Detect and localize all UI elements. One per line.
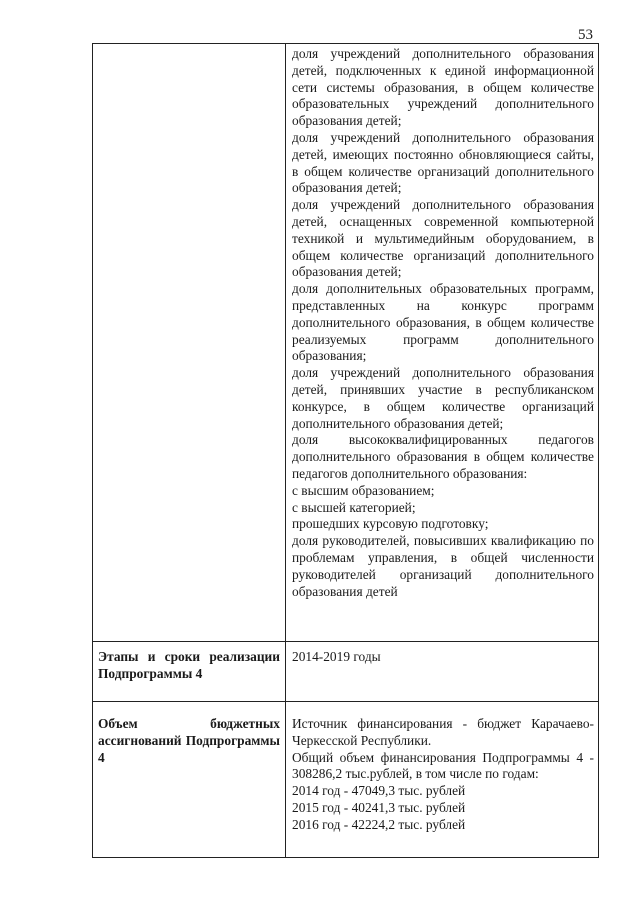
indicator-item: прошедших курсовую подготовку;	[292, 516, 489, 532]
table-row-budget	[93, 702, 599, 858]
program-passport-table	[92, 43, 599, 858]
budget-label: Объем бюджетных ассигнований Подпрограммы 4	[93, 702, 286, 858]
indicators-value-cell	[286, 44, 599, 642]
indicator-item: доля учреждений дополнительного образования детей, подключенных к единой информационной сети системы образования, в общем количестве образовательных учреждений дополнительного образования детей;	[292, 46, 594, 129]
budget-year-2014: 2014 год - 47049,3 тыс. рублей	[292, 783, 466, 799]
indicator-item: доля руководителей, повысивших квалификацию по проблемам управления, в общей численности руководителей организаций дополнительного образования детей	[292, 533, 594, 599]
indicator-item: с высшей категорией;	[292, 499, 416, 515]
stages-label: Этапы и сроки реализации Подпрограммы 4	[93, 642, 286, 702]
indicator-item: доля учреждений дополнительного образования детей, принявших участие в республиканском конкурсе, в общем количестве организаций дополнительного образования детей;	[292, 365, 594, 431]
table-row-stages	[93, 642, 599, 702]
budget-source: Источник финансирования - бюджет Карачаево-Черкесской Республики.	[292, 716, 594, 748]
budget-total: Общий объем финансирования Подпрограммы 4 - 308286,2 тыс.рублей, в том числе по годам:	[292, 749, 594, 782]
budget-year-2016: 2016 год - 42224,2 тыс. рублей	[292, 816, 466, 832]
budget-year-2015: 2015 год - 40241,3 тыс. рублей	[292, 799, 466, 815]
stages-text: 2014-2019 годы	[292, 649, 381, 664]
indicator-item: доля учреждений дополнительного образования детей, имеющих постоянно обновляющиеся сайты, в общем количестве организаций дополнительного образования детей;	[292, 129, 594, 196]
indicator-item: доля высококвалифицированных педагогов дополнительного образования в общем количестве педагогов дополнительного образования:	[292, 432, 594, 481]
indicator-item: доля дополнительных образовательных программ, представленных на конкурс программ дополнительного образования, в общем количестве реализуемых программ дополнительного образования;	[292, 281, 594, 364]
indicator-item: с высшим образованием;	[292, 482, 435, 498]
indicators-label-cell	[93, 44, 286, 642]
stages-value	[286, 642, 599, 702]
budget-value-cell	[286, 702, 599, 858]
indicator-item: доля учреждений дополнительного образования детей, оснащенных современной компьютерной техникой и мультимедийным оборудованием, в общем количестве организаций дополнительного образования детей;	[292, 197, 594, 280]
page-number: 53	[578, 27, 593, 43]
table-row-indicators	[93, 44, 599, 642]
